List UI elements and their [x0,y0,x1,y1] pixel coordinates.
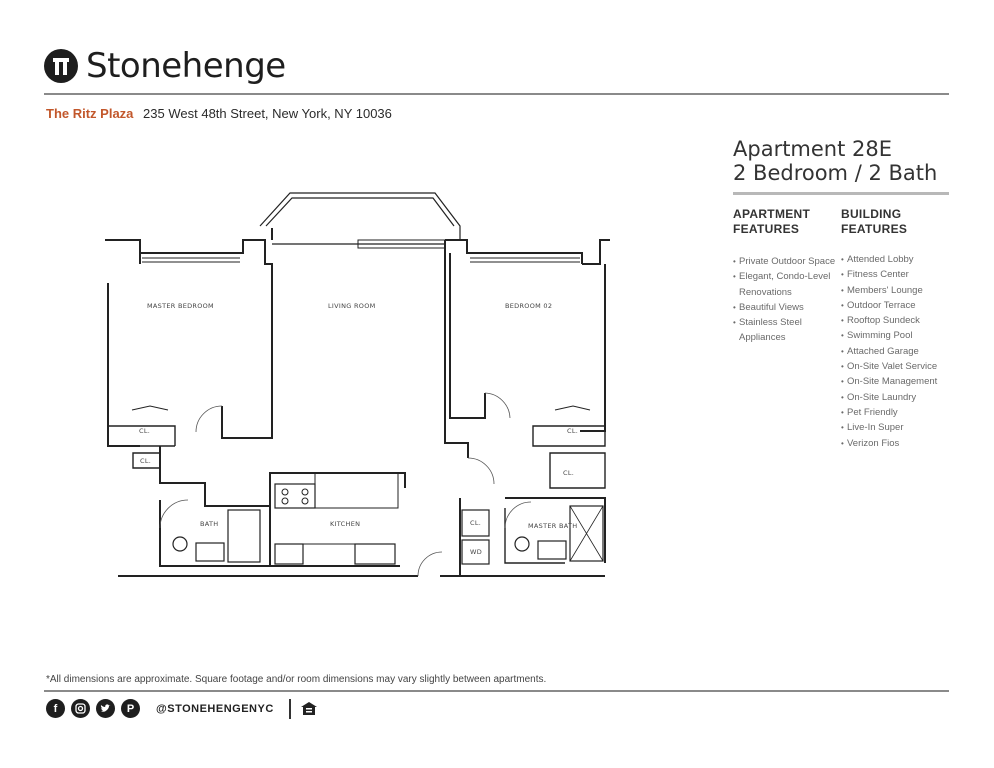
social-links [46,699,140,718]
list-item: • Fitness Center [841,267,949,282]
list-item: • Stainless Steel Appliances [733,315,841,346]
disclaimer-text: *All dimensions are approximate. Square footage and/or room dimensions may vary slightly between apartments. [46,674,547,685]
room-label-living-room: LIVING ROOM [328,302,376,310]
room-label-closet: CL. [567,427,579,435]
room-label-closet: CL. [139,427,151,435]
apartment-title [733,137,937,185]
list-item: • On-Site Management [841,374,949,389]
list-item: • Attended Lobby [841,252,949,267]
facebook-icon[interactable]: f [46,699,65,718]
building-name: The Ritz Plaza [46,106,134,121]
footer-separator [289,699,291,719]
list-item: • Pet Friendly [841,405,949,420]
apartment-layout: 2 Bedroom / 2 Bath [733,161,938,185]
apartment-unit: Apartment 28E [733,137,893,161]
social-handle[interactable]: @STONEHENGENYC [156,703,274,715]
list-item: • Swimming Pool [841,328,949,343]
equal-housing-opportunity-icon [300,701,318,717]
floor-plan [100,188,620,583]
wall [108,283,140,446]
room-label-bath: BATH [200,520,219,528]
list-item: • On-Site Laundry [841,390,949,405]
title-divider [733,192,949,195]
wall [445,240,582,264]
apartment-features-heading: APARTMENT FEATURES [733,207,811,236]
list-item: • Members' Lounge [841,283,949,298]
room-label-kitchen: KITCHEN [330,520,361,528]
room-label-bedroom-02: BEDROOM 02 [505,302,553,310]
list-item: • Private Outdoor Space [733,254,841,269]
room-label-closet: CL. [140,457,152,465]
pinterest-icon[interactable]: P [121,699,140,718]
twitter-icon[interactable] [96,699,115,718]
wall [582,240,610,264]
apartment-features-list [733,254,841,346]
list-item: • Elegant, Condo-Level Renovations [733,269,841,300]
property-address-line [46,106,392,121]
list-item: • Verizon Fios [841,436,949,451]
stonehenge-logo-icon [44,49,78,83]
building-features-list [841,252,949,451]
list-item: • Live-In Super [841,420,949,435]
building-features-heading: BUILDING FEATURES [841,207,908,236]
wall [160,446,405,506]
list-item: • Attached Garage [841,344,949,359]
room-label-master-bedroom: MASTER BEDROOM [147,302,214,310]
street-address: 235 West 48th Street, New York, NY 10036 [143,106,392,121]
list-item: • Outdoor Terrace [841,298,949,313]
wall [505,498,605,563]
list-item: • On-Site Valet Service [841,359,949,374]
wall [580,264,605,431]
brand-name: Stonehenge [86,46,286,86]
room-label-closet: CL. [470,519,482,527]
brand-logo [44,46,286,86]
list-item: • Beautiful Views [733,300,841,315]
instagram-icon[interactable] [71,699,90,718]
wall [105,240,140,264]
wall [450,253,485,418]
room-label-closet: CL. [563,469,575,477]
footer-divider [44,690,949,692]
room-label-washer-dryer: WD [470,548,483,556]
wall [445,240,468,458]
room-label-master-bath: MASTER BATH [528,522,578,530]
header-divider [44,93,949,95]
list-item: • Rooftop Sundeck [841,313,949,328]
